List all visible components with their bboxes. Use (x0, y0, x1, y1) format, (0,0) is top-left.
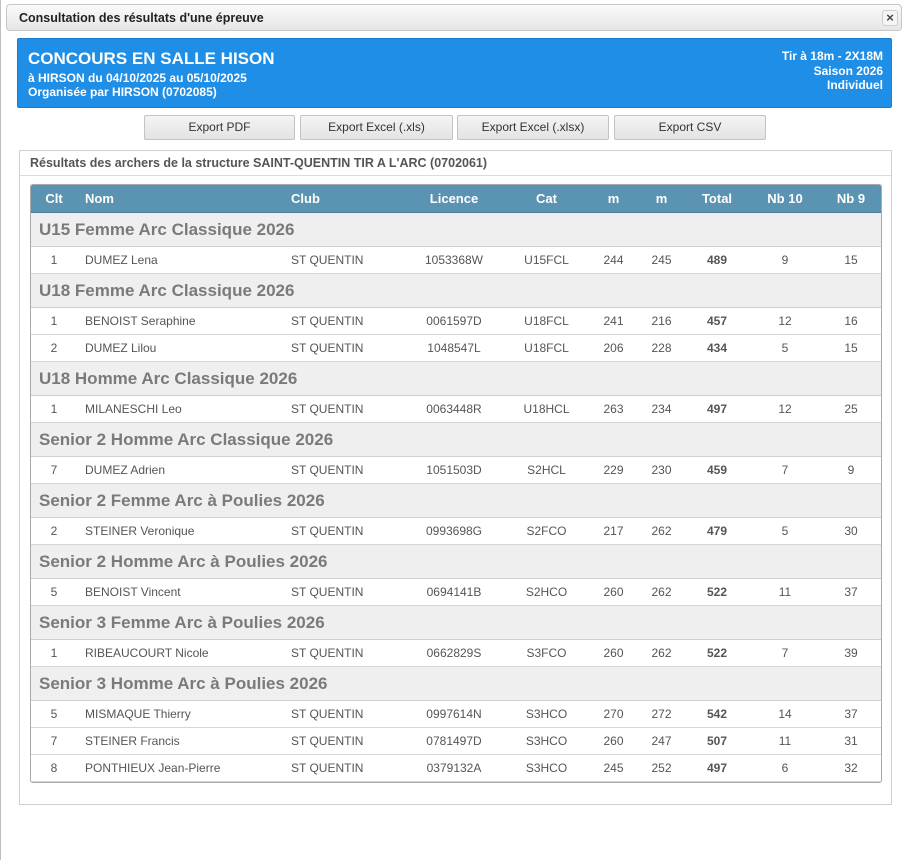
competition-organizer: Organisée par HIRSON (0702085) (28, 85, 217, 99)
cell-nom: STEINER Francis (85, 734, 180, 748)
cell-m1: 245 (603, 761, 624, 775)
cell-m1: 260 (603, 585, 624, 599)
cell-licence: 1048547L (427, 341, 481, 355)
competition-title: CONCOURS EN SALLE HISON (28, 49, 275, 68)
cell-clt: 7 (50, 463, 58, 477)
cell-club: ST QUENTIN (291, 253, 364, 267)
cell-club: ST QUENTIN (291, 707, 364, 721)
cell-nb10: 14 (778, 707, 792, 721)
cell-nb9: 39 (844, 646, 858, 660)
table-row[interactable] (31, 728, 881, 755)
cell-licence: 0061597D (426, 314, 482, 328)
cell-m1: 270 (603, 707, 624, 721)
cell-total: 479 (706, 524, 728, 538)
cell-m2: 262 (651, 524, 672, 538)
category-group-header (31, 484, 881, 518)
cell-clt: 5 (50, 585, 58, 599)
cell-total: 497 (706, 761, 728, 775)
competition-season: Saison 2026 (813, 64, 883, 78)
category-group-header (31, 362, 881, 396)
col-club[interactable]: Club (291, 191, 320, 206)
cell-nom: MISMAQUE Thierry (85, 707, 191, 721)
cell-licence: 0997614N (426, 707, 482, 721)
category-title: Senior 2 Femme Arc à Poulies 2026 (39, 491, 325, 510)
cell-cat: U18FCL (524, 341, 569, 355)
cell-nb9: 15 (844, 253, 858, 267)
cell-total: 507 (706, 734, 728, 748)
cell-nom: DUMEZ Lena (85, 253, 158, 267)
competition-type: Individuel (826, 78, 883, 92)
category-group-header (31, 545, 881, 579)
category-title: Senior 3 Homme Arc à Poulies 2026 (39, 674, 328, 693)
cell-clt: 8 (50, 761, 58, 775)
cell-clt: 1 (50, 402, 58, 416)
cell-nb10: 7 (781, 646, 789, 660)
category-group-header (31, 423, 881, 457)
cell-nb9: 31 (844, 734, 858, 748)
category-title: Senior 3 Femme Arc à Poulies 2026 (39, 613, 325, 632)
cell-club: ST QUENTIN (291, 734, 364, 748)
cell-nb9: 15 (844, 341, 858, 355)
competition-dates: à HIRSON du 04/10/2025 au 05/10/2025 (28, 71, 247, 85)
cell-cat: S2HCL (527, 463, 566, 477)
cell-m1: 241 (603, 314, 624, 328)
export-xlsx-button[interactable]: Export Excel (.xlsx) (457, 115, 609, 140)
cell-nb10: 12 (778, 314, 792, 328)
category-title: U15 Femme Arc Classique 2026 (39, 220, 295, 239)
cell-nb9: 37 (844, 585, 858, 599)
category-group-header (31, 213, 881, 247)
cell-m2: 228 (651, 341, 672, 355)
cell-licence: 0063448R (426, 402, 482, 416)
cell-m2: 245 (651, 253, 672, 267)
cell-total: 522 (706, 646, 728, 660)
category-title: Senior 2 Homme Arc Classique 2026 (39, 430, 334, 449)
cell-nb10: 6 (781, 761, 789, 775)
col-nb10[interactable]: Nb 10 (767, 191, 803, 206)
panel-title: Résultats des archers de la structure SAINT-QUENTIN TIR A L'ARC (0702061) (30, 156, 488, 170)
cell-cat: S2FCO (526, 524, 567, 538)
export-xls-button[interactable]: Export Excel (.xls) (300, 115, 453, 140)
cell-licence: 0694141B (426, 585, 482, 599)
cell-clt: 1 (50, 253, 58, 267)
category-title: Senior 2 Homme Arc à Poulies 2026 (39, 552, 328, 571)
table-row[interactable] (31, 579, 881, 606)
cell-nb10: 9 (781, 253, 789, 267)
cell-m2: 252 (651, 761, 672, 775)
category-title: U18 Femme Arc Classique 2026 (39, 281, 295, 300)
cell-nom: DUMEZ Adrien (85, 463, 166, 477)
table-row[interactable] (31, 518, 881, 545)
cell-nb10: 12 (778, 402, 792, 416)
cell-total: 459 (706, 463, 728, 477)
cell-nom: STEINER Veronique (85, 524, 195, 538)
cell-licence: 0662829S (426, 646, 482, 660)
table-row[interactable] (31, 457, 881, 484)
category-group-header (31, 667, 881, 701)
cell-nom: RIBEAUCOURT Nicole (85, 646, 209, 660)
cell-m2: 272 (651, 707, 672, 721)
col-m1[interactable]: m (607, 191, 620, 206)
cell-cat: S3HCO (525, 707, 568, 721)
cell-nb9: 30 (844, 524, 858, 538)
col-nom[interactable]: Nom (85, 191, 114, 206)
cell-m1: 263 (603, 402, 624, 416)
col-total[interactable]: Total (701, 191, 733, 206)
cell-cat: U18FCL (524, 314, 569, 328)
table-row[interactable] (31, 755, 881, 782)
cell-licence: 0993698G (425, 524, 483, 538)
cell-total: 497 (706, 402, 728, 416)
cell-clt: 2 (50, 341, 58, 355)
cell-clt: 5 (50, 707, 58, 721)
cell-m1: 229 (603, 463, 624, 477)
cell-m1: 244 (603, 253, 624, 267)
cell-m2: 262 (651, 646, 672, 660)
dialog-title: Consultation des résultats d'une épreuve (19, 11, 264, 25)
cell-nom: DUMEZ Lilou (85, 341, 157, 355)
cell-club: ST QUENTIN (291, 463, 364, 477)
category-title: U18 Homme Arc Classique 2026 (39, 369, 298, 388)
cell-nb10: 5 (781, 341, 789, 355)
col-cat[interactable]: Cat (536, 191, 557, 206)
cell-cat: U18HCL (523, 402, 570, 416)
competition-banner (17, 38, 892, 108)
cell-nom: BENOIST Vincent (85, 585, 181, 599)
cell-m1: 260 (603, 734, 624, 748)
cell-total: 457 (706, 314, 728, 328)
cell-nb9: 25 (844, 402, 858, 416)
cell-nb10: 11 (778, 585, 792, 599)
col-nb9[interactable]: Nb 9 (836, 191, 866, 206)
table-row[interactable] (31, 640, 881, 667)
cell-m1: 217 (603, 524, 624, 538)
cell-club: ST QUENTIN (291, 341, 364, 355)
table-row[interactable] (31, 701, 881, 728)
cell-nb10: 7 (781, 463, 789, 477)
cell-club: ST QUENTIN (291, 402, 364, 416)
close-icon[interactable]: × (882, 10, 898, 26)
col-m2[interactable]: m (655, 191, 668, 206)
cell-m2: 216 (651, 314, 672, 328)
category-group-header (31, 274, 881, 308)
cell-clt: 1 (50, 314, 58, 328)
cell-cat: S3FCO (526, 646, 567, 660)
cell-total: 522 (706, 585, 728, 599)
cell-club: ST QUENTIN (291, 524, 364, 538)
cell-licence: 0781497D (426, 734, 482, 748)
cell-nb9: 32 (844, 761, 858, 775)
export-csv-button[interactable]: Export CSV (614, 115, 766, 140)
cell-club: ST QUENTIN (291, 314, 364, 328)
cell-cat: U15FCL (524, 253, 569, 267)
cell-total: 542 (706, 707, 728, 721)
cell-club: ST QUENTIN (291, 585, 364, 599)
cell-clt: 7 (50, 734, 58, 748)
cell-m2: 230 (651, 463, 672, 477)
cell-total: 434 (706, 341, 728, 355)
cell-m1: 260 (603, 646, 624, 660)
cell-nb10: 5 (781, 524, 789, 538)
cell-nb9: 9 (847, 463, 855, 477)
panel-divider (20, 175, 891, 176)
cell-licence: 0379132A (426, 761, 482, 775)
table-row[interactable] (31, 247, 881, 274)
cell-cat: S3HCO (525, 734, 568, 748)
cell-club: ST QUENTIN (291, 646, 364, 660)
table-row[interactable] (31, 308, 881, 335)
table-header (31, 185, 881, 213)
cell-clt: 1 (50, 646, 58, 660)
cell-club: ST QUENTIN (291, 761, 364, 775)
cell-m2: 234 (651, 402, 672, 416)
cell-m1: 206 (603, 341, 624, 355)
cell-nb10: 11 (778, 734, 792, 748)
cell-nom: BENOIST Seraphine (85, 314, 196, 328)
col-licence[interactable]: Licence (429, 191, 479, 206)
col-clt[interactable]: Clt (45, 191, 63, 206)
cell-m2: 262 (651, 585, 672, 599)
cell-nb9: 37 (844, 707, 858, 721)
cell-clt: 2 (50, 524, 58, 538)
export-pdf-button[interactable]: Export PDF (144, 115, 295, 140)
results-table (30, 184, 882, 783)
dialog-titlebar[interactable] (6, 4, 902, 31)
competition-discipline: Tir à 18m - 2X18M (781, 49, 883, 63)
cell-cat: S2HCO (525, 585, 568, 599)
cell-cat: S3HCO (525, 761, 568, 775)
cell-licence: 1053368W (424, 253, 484, 267)
results-panel (19, 150, 892, 805)
table-row[interactable] (31, 335, 881, 362)
cell-nom: PONTHIEUX Jean-Pierre (85, 761, 221, 775)
cell-licence: 1051503D (426, 463, 482, 477)
cell-nom: MILANESCHI Leo (85, 402, 182, 416)
cell-nb9: 16 (844, 314, 858, 328)
table-row[interactable] (31, 396, 881, 423)
category-group-header (31, 606, 881, 640)
cell-m2: 247 (651, 734, 672, 748)
cell-total: 489 (706, 253, 728, 267)
